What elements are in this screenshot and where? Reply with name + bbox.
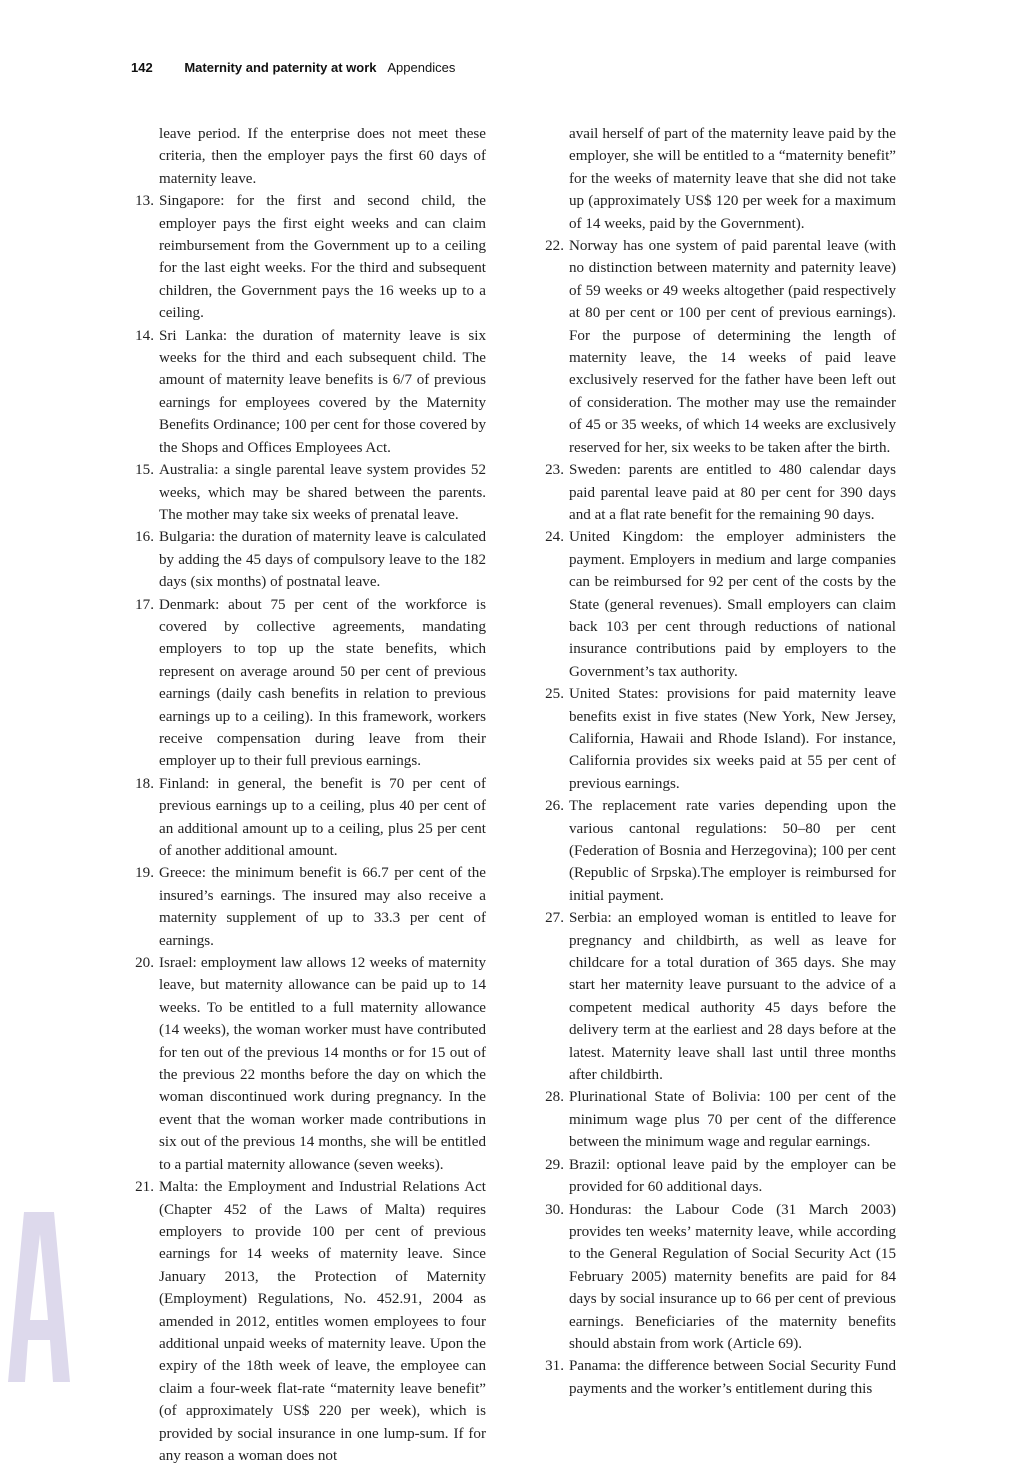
note-text: Sweden: parents are entitled to 480 calendar days paid parental leave paid at 80 per cent for 390 days and at a flat rate benefit for the remaining 90 days. <box>569 462 896 523</box>
section-name: Appendices <box>387 60 456 75</box>
note-14 <box>120 325 486 459</box>
note-number: 16. <box>135 529 154 546</box>
note-number: 19. <box>135 865 154 882</box>
right-notes-list <box>530 235 896 1400</box>
running-header <box>131 60 455 80</box>
note-29 <box>530 1154 896 1199</box>
note-18 <box>120 773 486 863</box>
note-number: 18. <box>135 775 154 792</box>
note-text: Norway has one system of paid parental leave (with no distinction between maternity and paternity leave) of 59 weeks or 49 weeks altogether (paid respectively at 80 per cent or 100 per cent of previous earnings). For the purpose of determining the length of maternity leave, the 14 weeks of paid leave exclusively reserved for the father have been left out of consideration. The mother may use the remainder of 45 or 35 weeks, of which 14 weeks are exclusively reserved for her, six weeks to be taken after the birth. <box>569 238 896 456</box>
note-text: Brazil: optional leave paid by the employer can be provided for 60 additional days. <box>569 1156 896 1196</box>
note-30 <box>530 1199 896 1356</box>
note-number: 20. <box>135 955 154 972</box>
note-continuation-left: leave period. If the enterprise does not meet these criteria, then the employer pays the first 60 days of maternity leave. <box>159 126 486 187</box>
note-number: 29. <box>545 1156 564 1173</box>
note-text: United Kingdom: the employer administers the payment. Employers in medium and large companies can be reimbursed for 92 per cent of the costs by the State (general revenues). Small employers can claim back 103 per cent through reductions of national insurance contributions paid by employers to the Government’s tax authority. <box>569 529 896 680</box>
note-number: 22. <box>545 238 564 255</box>
note-number: 23. <box>545 462 564 479</box>
note-23 <box>530 459 896 526</box>
note-number: 31. <box>545 1358 564 1375</box>
note-text: Australia: a single parental leave system provides 52 weeks, which may be shared between the parents. The mother may take six weeks of prenatal leave. <box>159 462 486 523</box>
note-number: 14. <box>135 327 154 344</box>
note-17 <box>120 594 486 773</box>
note-text: Greece: the minimum benefit is 66.7 per cent of the insured’s earnings. The insured may also receive a maternity supplement of up to 33.3 per cent of earnings. <box>159 865 486 949</box>
note-number: 27. <box>545 910 564 927</box>
note-15 <box>120 459 486 526</box>
note-27 <box>530 907 896 1086</box>
note-text: Israel: employment law allows 12 weeks of maternity leave, but maternity allowance can be paid up to 14 weeks. To be entitled to a full maternity allowance (14 weeks), the woman worker must have contributed for ten out of the previous 14 months or for 15 out of the previous 22 months before the day on which the woman discontinued work during pregnancy. In the event that the woman worker made contributions in six out of the previous 14 months, she will be entitled to a partial maternity allowance (seven weeks). <box>159 955 486 1173</box>
note-text: The replacement rate varies depending upon the various cantonal regulations: 50–80 per cent (Federation of Bosnia and Herzegovina); 100 per cent (Republic of Srpska).The employer is reimbursed for initial payment. <box>569 798 896 904</box>
note-text: Bulgaria: the duration of maternity leave is calculated by adding the 45 days of compulsory leave to the 182 days (six months) of postnatal leave. <box>159 529 486 591</box>
note-text: Malta: the Employment and Industrial Relations Act (Chapter 452 of the Laws of Malta) requires employers to provide 100 per cent of previous earnings for 14 weeks of maternity leave. Since January 2013, the Protection of Maternity (Employment) Regulations, No. 452.91, 2004 as amended in 2012, entitles women employees to four additional unpaid weeks of maternity leave. Upon the expiry of the 18th week of leave, the employee can claim a four-week flat-rate “maternity leave benefit” (of approximately US$ 220 per week), which is provided by social insurance in one lump-sum. If for any reason a woman does not <box>159 1179 486 1464</box>
right-column <box>530 123 896 1400</box>
note-text: Sri Lanka: the duration of maternity leave is six weeks for the third and each subsequent child. The amount of maternity leave benefits is 6/7 of previous earnings for employees covered by the Maternity Benefits Ordinance; 100 per cent for those covered by the Shops and Offices Employees Act. <box>159 327 486 456</box>
note-text: Serbia: an employed woman is entitled to leave for pregnancy and childbirth, as well as leave for childcare for a total duration of 365 days. She may start her maternity leave pursuant to the advice of a competent medical authority 45 days before the delivery term at the earliest and 28 days before at the latest. Maternity leave shall last until three months after childbirth. <box>569 910 896 1084</box>
note-number: 13. <box>135 193 154 210</box>
note-continuation-right: avail herself of part of the maternity leave paid by the employer, she will be entitled to a “maternity benefit” for the weeks of maternity leave that she did not take up (approximately US$ 120 per week for a maximum of 14 weeks, paid by the Government). <box>569 126 896 232</box>
note-text: Denmark: about 75 per cent of the workforce is covered by collective agreements, mandating employers to top up the state benefits, which represent on average around 50 per cent of previous earnings (daily cash benefits in relation to previous earnings up to a ceiling). In this framework, workers receive compensation during leave from their employer up to their full previous earnings. <box>159 596 486 770</box>
note-text: Panama: the difference between Social Security Fund payments and the worker’s entitlement during this <box>569 1358 896 1397</box>
note-number: 21. <box>135 1179 154 1196</box>
note-25 <box>530 683 896 795</box>
note-number: 30. <box>545 1201 564 1218</box>
note-13 <box>120 190 486 324</box>
note-22 <box>530 235 896 459</box>
note-number: 24. <box>545 529 564 546</box>
note-20 <box>120 952 486 1176</box>
note-text: Honduras: the Labour Code (31 March 2003) provides ten weeks’ maternity leave, while according to the General Regulation of Social Security Act (15 February 2005) maternity benefits are paid for 84 days by social insurance up to 66 per cent of previous earnings. Beneficiaries of the maternity benefits should abstain from work (Article 69). <box>569 1201 896 1352</box>
note-number: 26. <box>545 798 564 815</box>
note-text: Finland: in general, the benefit is 70 per cent of previous earnings up to a ceiling, plus 40 per cent of an additional amount up to a ceiling, plus 25 per cent of another additional amount. <box>159 775 486 859</box>
note-number: 25. <box>545 686 564 703</box>
note-28 <box>530 1086 896 1153</box>
note-text: Plurinational State of Bolivia: 100 per cent of the minimum wage plus 70 per cent of the difference between the minimum wage and regular earnings. <box>569 1089 896 1151</box>
publication-title: Maternity and paternity at work <box>184 60 377 75</box>
note-26 <box>530 795 896 907</box>
note-21 <box>120 1176 486 1467</box>
note-16 <box>120 526 486 593</box>
note-24 <box>530 526 896 683</box>
note-number: 15. <box>135 462 154 479</box>
note-text: United States: provisions for paid maternity leave benefits exist in five states (New York, New Jersey, California, Hawaii and Rhode Island). For instance, California provides six weeks paid at 55 per cent of previous earnings. <box>569 686 896 792</box>
note-text: Singapore: for the first and second child, the employer pays the first eight weeks and can claim reimbursement from the Government up to a ceiling for the last eight weeks. For the third and subsequent children, the Government pays the 16 weeks up to a ceiling. <box>159 193 486 322</box>
page-number: 142 <box>131 60 153 75</box>
note-31 <box>530 1355 896 1400</box>
left-column <box>120 123 486 1467</box>
appendix-letter-a-glyph <box>8 1212 70 1382</box>
note-number: 28. <box>545 1089 564 1106</box>
note-19 <box>120 862 486 952</box>
note-number: 17. <box>135 596 154 613</box>
left-notes-list <box>120 190 486 1467</box>
appendix-tab-letter <box>8 1212 70 1382</box>
